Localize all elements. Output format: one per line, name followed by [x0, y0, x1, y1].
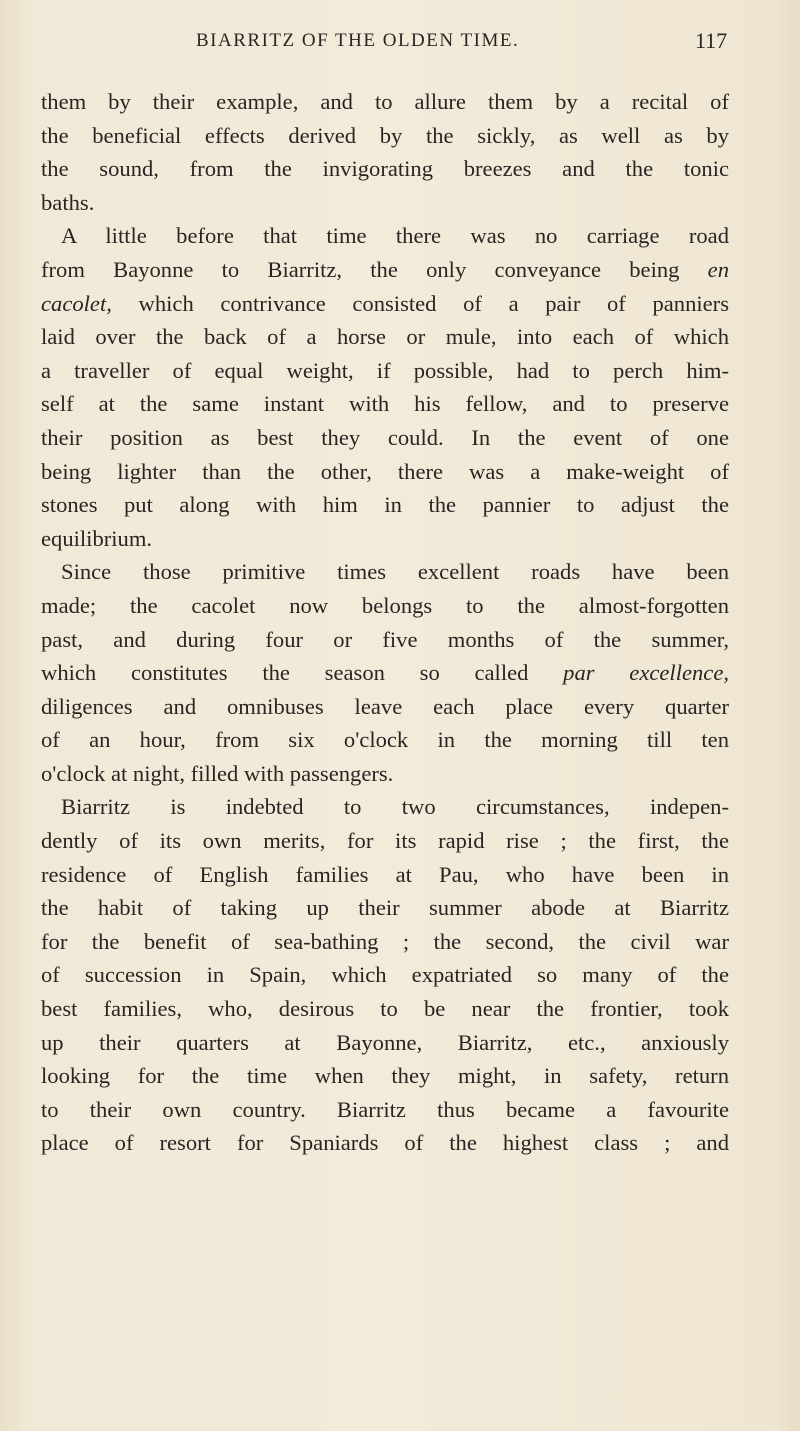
- text-line: Since those primitive times excellent roads have been: [61, 559, 729, 585]
- text-line: best families, who, desirous to be near the frontier, took: [41, 996, 729, 1022]
- text-run: from Bayonne to Biarritz, the only conveyance being: [41, 256, 680, 282]
- text-line: residence of English families at Pau, who have been in: [41, 861, 729, 887]
- text-line: to their own country. Biarritz thus became a favourite: [41, 1096, 729, 1122]
- text-line: [41, 656, 729, 690]
- text-line: [41, 253, 729, 287]
- text-line: o'clock at night, filled with passengers.: [41, 760, 394, 786]
- text-line: baths.: [41, 189, 95, 215]
- text-line: [41, 287, 729, 321]
- text-line: equilibrium.: [41, 525, 153, 551]
- text-line: dently of its own merits, for its rapid rise ; the first, the: [41, 828, 729, 854]
- italic-term: cacolet,: [41, 290, 112, 316]
- text-line: the sound, from the invigorating breezes and the tonic: [41, 156, 729, 182]
- text-line: looking for the time when they might, in safety, return: [41, 1063, 729, 1089]
- text-line: their position as best they could. In the event of one: [41, 424, 729, 450]
- text-line: of an hour, from six o'clock in the morning till ten: [41, 727, 729, 753]
- text-line: them by their example, and to allure them by a recital of: [41, 89, 729, 114]
- italic-term: par excellence,: [563, 660, 729, 686]
- text-line: Biarritz is indebted to two circumstances, indepen-: [61, 794, 729, 820]
- running-head: [0, 26, 800, 66]
- text-line: stones put along with him in the pannier to adjust the: [41, 492, 729, 518]
- text-line: for the benefit of sea-bathing ; the second, the civil war: [41, 928, 729, 954]
- text-line: being lighter than the other, there was a make-weight of: [41, 458, 729, 484]
- body-text: [41, 85, 729, 1160]
- text-run: which constitutes the season so called: [41, 660, 529, 686]
- text-run: which contrivance consisted of a pair of panniers: [138, 290, 729, 316]
- running-title: BIARRITZ OF THE OLDEN TIME.: [196, 30, 520, 51]
- italic-term: en: [707, 256, 729, 282]
- text-line: place of resort for Spaniards of the highest class ; and: [41, 1130, 729, 1156]
- text-line: up their quarters at Bayonne, Biarritz, etc., anxiously: [41, 1029, 729, 1055]
- text-line: a traveller of equal weight, if possible, had to perch him-: [41, 357, 729, 383]
- text-line: the beneficial effects derived by the sickly, as well as by: [41, 122, 729, 148]
- page-number: 117: [695, 28, 728, 53]
- text-line: diligences and omnibuses leave each place every quarter: [41, 693, 729, 719]
- text-line: past, and during four or five months of the summer,: [41, 626, 729, 652]
- text-line: of succession in Spain, which expatriated so many of the: [41, 962, 729, 988]
- text-line: made; the cacolet now belongs to the almost-forgotten: [41, 592, 729, 618]
- text-line: the habit of taking up their summer abode at Biarritz: [41, 895, 729, 921]
- text-line: A little before that time there was no carriage road: [61, 223, 729, 249]
- text-line: self at the same instant with his fellow, and to preserve: [41, 391, 729, 417]
- text-line: laid over the back of a horse or mule, into each of which: [41, 324, 729, 350]
